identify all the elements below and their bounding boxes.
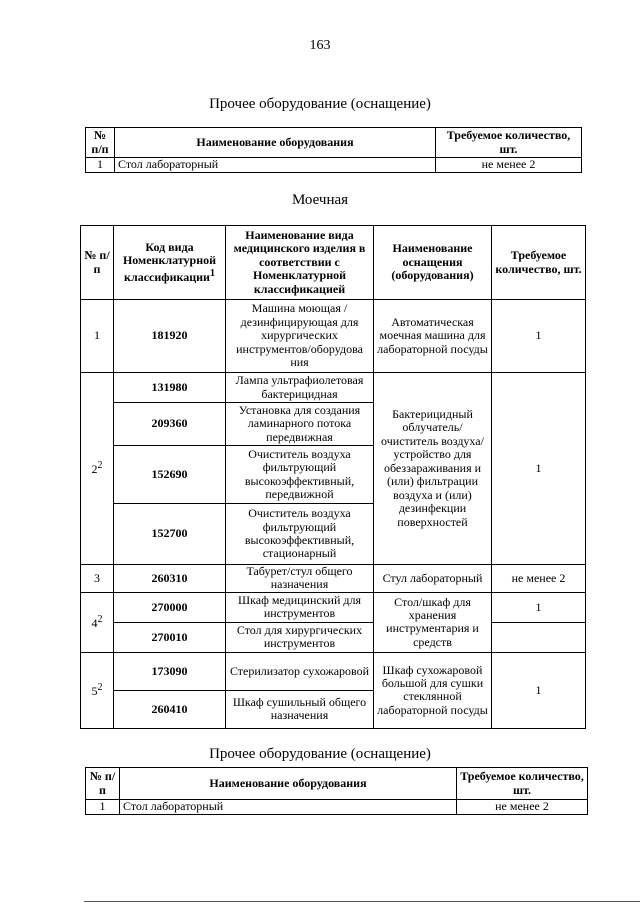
col-header-code — [114, 226, 226, 300]
table-header-row — [81, 226, 586, 300]
table-row — [81, 565, 586, 593]
table-header-row — [86, 128, 582, 158]
cell-num — [81, 373, 114, 565]
col-header-num: № п/п — [86, 128, 115, 158]
cell-quantity: не менее 2 — [436, 158, 582, 173]
col-header-num: № п/п — [81, 226, 114, 300]
cell-device-name: Шкаф медицинский для инструментов — [226, 592, 374, 622]
cell-code: 181920 — [114, 300, 226, 373]
cell-equipment-name: Стол лабораторный — [115, 158, 436, 173]
table-row — [86, 158, 582, 173]
table-row — [81, 652, 586, 690]
cell-code: 260310 — [114, 565, 226, 593]
cell-code: 131980 — [114, 373, 226, 403]
cell-num: 3 — [81, 565, 114, 593]
col-header-code-text: Код вида Номенклатурной классификации — [122, 239, 217, 284]
other-equipment-table — [85, 127, 582, 173]
table-row — [86, 800, 588, 815]
page-edge-line — [84, 901, 640, 902]
cell-code: 270000 — [114, 592, 226, 622]
cell-equipment: Бактерицидный облучатель/ очиститель воздуха/ устройство для обеззараживания и (или) фильтрации воздуха и (или) дезинфекции поверхностей — [374, 373, 492, 565]
cell-quantity: не менее 2 — [492, 565, 586, 593]
cell-quantity: не менее 2 — [457, 800, 588, 815]
col-header-quantity: Требуемое количество, шт. — [492, 226, 586, 300]
footnote-marker: 2 — [97, 614, 103, 626]
footnote-marker: 2 — [97, 460, 103, 472]
cell-device-name: Очиститель воздуха фильтрующий высокоэффективный, передвижной — [226, 446, 374, 504]
cell-device-name: Табурет/стул общего назначения — [226, 565, 374, 593]
cell-code: 270010 — [114, 622, 226, 652]
cell-equipment: Стол/шкаф для хранения инструментария и средств — [374, 592, 492, 652]
cell-equipment: Автоматическая моечная машина для лабораторной посуды — [374, 300, 492, 373]
table-row — [81, 592, 586, 622]
col-header-equipment-name: Наименование оборудования — [115, 128, 436, 158]
cell-code: 260410 — [114, 690, 226, 728]
section-title-washroom: Моечная — [291, 192, 349, 208]
col-header-equipment-name: Наименование оборудования — [120, 768, 457, 800]
cell-quantity: 1 — [492, 592, 586, 622]
section-title-other-equipment: Прочее оборудование (оснащение) — [209, 746, 431, 762]
cell-device-name: Машина моющая /дезинфицирующая для хирургических инструментов/оборудова ния — [226, 300, 374, 373]
table-header-row — [86, 768, 588, 800]
cell-code: 173090 — [114, 652, 226, 690]
page-number: 163 — [309, 38, 331, 53]
cell-num: 1 — [86, 158, 115, 173]
col-header-num: № п/п — [86, 768, 120, 800]
cell-code: 152690 — [114, 446, 226, 504]
footnote-marker: 1 — [209, 267, 215, 279]
washroom-table — [80, 225, 586, 729]
cell-device-name: Стол для хирургических инструментов — [226, 622, 374, 652]
cell-num: 1 — [86, 800, 120, 815]
footnote-marker: 2 — [97, 682, 103, 694]
cell-device-name: Установка для создания ламинарного потока передвижная — [226, 403, 374, 446]
col-header-quantity: Требуемое количество, шт. — [457, 768, 588, 800]
cell-equipment: Стул лабораторный — [374, 565, 492, 593]
cell-equipment: Шкаф сухожаровой большой для сушки стеклянной лабораторной посуды — [374, 652, 492, 728]
col-header-equipment: Наименование оснащения (оборудования) — [374, 226, 492, 300]
cell-num-text: 4 — [91, 616, 98, 631]
cell-num — [81, 592, 114, 652]
cell-quantity: 1 — [492, 373, 586, 565]
table-row — [81, 622, 586, 652]
col-header-device-name: Наименование вида медицинского изделия в соответствии с Номенклатурной классификацией — [226, 226, 374, 300]
other-equipment-table — [85, 767, 588, 815]
cell-num-text: 2 — [91, 462, 98, 477]
cell-device-name: Шкаф сушильный общего назначения — [226, 690, 374, 728]
section-title-other-equipment: Прочее оборудование (оснащение) — [209, 96, 431, 112]
cell-equipment-name: Стол лабораторный — [120, 800, 457, 815]
table-row — [81, 373, 586, 403]
cell-num — [81, 652, 114, 728]
cell-num: 1 — [81, 300, 114, 373]
cell-quantity: 1 — [492, 300, 586, 373]
cell-device-name: Стерилизатор сухожаровой — [226, 652, 374, 690]
cell-quantity-empty — [492, 622, 586, 652]
col-header-quantity: Требуемое количество, шт. — [436, 128, 582, 158]
cell-quantity: 1 — [492, 652, 586, 728]
cell-device-name: Очиститель воздуха фильтрующий высокоэффективный, стационарный — [226, 504, 374, 565]
cell-code: 152700 — [114, 504, 226, 565]
cell-code: 209360 — [114, 403, 226, 446]
table-row — [81, 300, 586, 373]
cell-num-text: 5 — [91, 684, 98, 699]
cell-device-name: Лампа ультрафиолетовая бактерицидная — [226, 373, 374, 403]
